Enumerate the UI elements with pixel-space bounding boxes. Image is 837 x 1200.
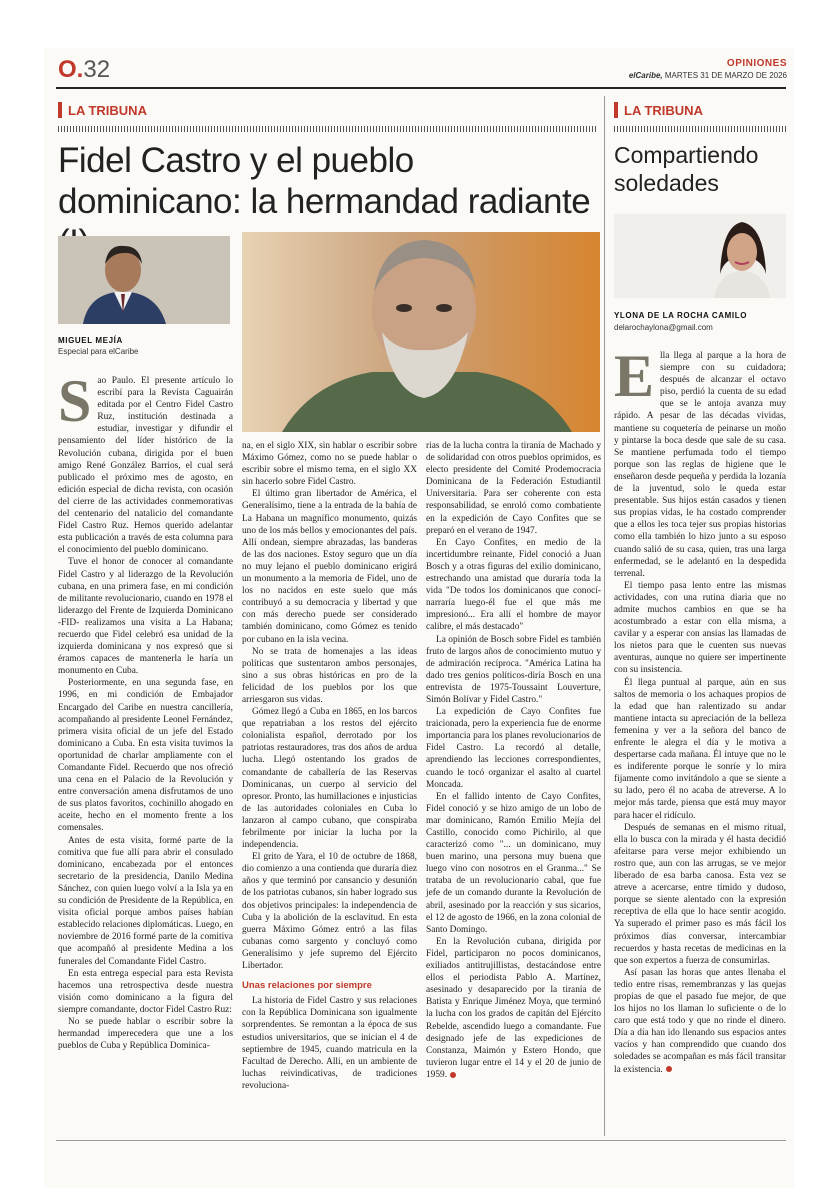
author-portrait-rocha [614, 214, 786, 298]
section-header [629, 58, 787, 80]
main-paragraph: En Cayo Confites, en medio de la incertidumbre reinante, Fidel conoció a Juan Bosch y a otras figuras del exilio dominicano, estrechando una amistad que duraría toda la vida "De todos los dominicanos que conocí-narraría luego-él fue el que más me impresionó... Era allí el hombre de mayor calibre, el más destacado" [426, 537, 601, 633]
main-paragraph: La historia de Fidel Castro y sus relaciones con la República Dominicana son igualmente sorprendentes. Se remontan a la época de sus estudios universitarios, que se inician el 4 de septiembre de 1945, cuando matricula en la Facultad de Derecho. Allí, en un ambiente de luchas reivindicativas, de tradiciones revoluciona- [242, 996, 417, 1091]
tag-bar [614, 102, 618, 118]
side-hatch-rule [614, 126, 786, 132]
page-number-value: 32 [83, 56, 111, 83]
issue-line [629, 71, 787, 80]
side-author-name: YLONA DE LA ROCHA CAMILO [614, 311, 748, 320]
main-paragraph: En el fallido intento de Cayo Confites, Fidel conoció y se hizo amigo de un lobo de mar dominicano, Ramón Emilio Mejía del Castillo, conocido como Pichirilo, al que caracterizó como "... un dominicano, muy buen marino, una persona muy buena que luego vino con nosotros en el Granma..." Se trataba de un revolucionario cabal, que fue jefe de un comando durante la Revolución de abril, asesinado por la reacción y sus sicarios, el 12 de agosto de 1966, en la zona colonial de Santo Domingo. [426, 791, 601, 935]
main-paragraph: rias de la lucha contra la tiranía de Machado y de solidaridad con otros pueblos oprimidos, es electo presidente del Comité Prodemocracia Dominicana de la Federación Estudiantil Universitaria. Para ser coherente con esta responsabilidad, se enroló como combatiente en la expedición de Cayo Confites que se preparó en el verano de 1947. [426, 441, 601, 536]
main-paragraph: Tuve el honor de conocer al comandante Fidel Castro y al liderazgo de la Revolución cubana, en una primera fase, en mi condición de militante revolucionario, cuando en 1978 el liderazgo del Frente de Izquierda Dominicano -FID- realizamos una visita a La Habana; recuerdo que Fidel celebró esa unidad de la izquierda dominicana y nos expresó que si éramos capaces de mantenerla le haría un monumento en Cuba. [58, 557, 233, 677]
main-paragraph: No se trata de homenajes a las ideas políticas que sustentaron ambos personajes, sino a sus obras históricas en pro de la felicidad de los pueblos por los que arriesgaron sus vidas. [242, 646, 417, 705]
main-column-3 [426, 440, 601, 1081]
page-prefix: O. [58, 56, 84, 83]
main-subhead: Unas relaciones por siempre [242, 980, 372, 992]
main-drop-cap: S [58, 368, 92, 434]
side-paragraph: Él llega puntual al parque, aún en sus saltos de memoria o los achaques propios de la edad que han ralentizado su andar mantiene intacta su apreciación de la belleza femenina y ver a la señora del banco de enfrente le alegra el día y le motiva a despertarse cada mañana. Él intuye que no le es indiferente porque le sonríe y lo mira fijamente como invitándolo a que se siente a su lado, pero él no acaba de atreverse. A lo mejor más tarde, piensa que está muy mayor para hacer el ridículo. [614, 677, 786, 821]
side-paragraph: Así pasan las horas que antes llenaba el tedio entre risas, remembranzas y las quejas propias de que el pasado fue mejor, de que los hijos no los llaman lo suficiente o de lo caro que está todo y que no rinde el dinero. Día a día han ido llenando sus espacios antes vacíos y han comprendido que cuando dos soledades se acompañan es más fácil transitar la existencia. [614, 967, 786, 1075]
author-portrait-mejia [58, 236, 230, 324]
column-separator [604, 96, 605, 1136]
main-hatch-rule [58, 126, 598, 132]
page-number [58, 56, 110, 84]
side-drop-cap: E [614, 343, 655, 409]
top-rule [56, 87, 786, 89]
issue-date: MARTES 31 DE MARZO DE 2026 [664, 71, 787, 80]
tag-bar [58, 102, 62, 118]
main-author-role: Especial para elCaribe [58, 347, 139, 356]
main-paragraph: na, en el siglo XIX, sin hablar o escribir sobre Máximo Gómez, como no se puede hablar o escribir sobre el mismo tema, en el siglo XX sin hacerlo sobre Fidel Castro. [242, 441, 417, 488]
side-paragraph: lla llega al parque a la hora de siempre con su cuidadora; después de alcanzar el octavo piso, perdió la cuenta de su edad que se le antoja avanza muy rápido. A pesar de las décadas vividas, mantiene su coquetería de peinarse un moño y pintarse la boca desde que sale de su casa. Se mantiene perfumada todo el tiempo porque son las reglas de higiene que le enseñaron desde pequeña y perdida la lozanía de la juventud, solo le queda estar presentable. Sus hijos están casados y tienen sus propias vidas, le ha costado comprender que a ellos les toca tejer sus propias historias como ella también lo hizo junto a su esposo cuando salió de su casa, quien, tras una larga enfermedad, se le adelantó en la despedida terrenal. [614, 351, 786, 579]
side-column-tag-label: LA TRIBUNA [624, 102, 703, 118]
fidel-portrait [242, 232, 600, 432]
side-author-email: delarochaylona@gmail.com [614, 323, 713, 332]
main-paragraph: No se puede hablar o escribir sobre la hermandad imperecedera que une a los pueblos de Cuba y República Dominica- [58, 1016, 233, 1052]
main-column-tag-label: LA TRIBUNA [68, 102, 147, 118]
main-paragraph: La opinión de Bosch sobre Fidel es también fruto de largos años de conocimiento mutuo y de admiración recíproca. "América Latina ha dado tres genios políticos-diría Bosch en una entrevista de 1975-Toussaint Louverture, Simón Bolívar y Fidel Castro." [426, 634, 601, 705]
main-paragraph: En la Revolución cubana, dirigida por Fidel, participaron no pocos dominicanos, exiliados antitrujillistas, destacándose entre ellos el periodista Pablo A. Martínez, asesinado y desaparecido por la tiranía de Batista y Enrique Jiménez Moya, que terminó la lucha con los grados de capitán del Ejército Rebelde, ascendido luego a comandante. Fue designado jefe de las expediciones de Constanza, Maimón y Estero Hondo, que tuvieron lugar entre el 14 y el 20 de junio de 1959. [426, 936, 601, 1080]
main-column-1 [58, 368, 233, 1052]
section-label: OPINIONES [726, 58, 787, 69]
main-paragraph: En esta entrega especial para esta Revista hacemos una retrospectiva desde nuestra visión como dominicano a la figura del siempre comandante, doctor Fidel Castro Ruz: [58, 968, 233, 1015]
author-photo-rocha [614, 214, 786, 298]
main-paragraph: Posteriormente, en una segunda fase, en 1996, en mi condición de Embajador Encargado del Caribe en nuestra cancillería, acompañando al presidente Leonel Fernández, primera visita oficial de un jefe del Estado dominicano a Cuba. En esta visita tuvimos la oportunidad de charlar ampliamente con el Comandante Fidel. Recuerdo que nos ofreció una cena en el Palacio de la Revolución y entre conversación amena disfrutamos de uno de sus platos favoritos, cochinillo ahogado en aceite, hecho en el momento frente a los comensales. [58, 678, 233, 834]
side-paragraph: Después de semanas en el mismo ritual, ella lo busca con la mirada y él hasta decidió afeitarse para verse mejor exhibiendo un rostro que, aun con las arrugas, se ve mejor liberado de esa barba canosa. Esta vez se atreve a acercarse, entre tímido y dudoso, porque se siente alentado con la expresión receptiva de ella que lo hace sentir acogido. Ya superado el primer paso es más fácil los próximos días conversar, intercambiar recuerdos y hasta recetas de medicinas en la que son expertos a fuerza de consumirlas. [614, 822, 786, 966]
side-paragraph: El tiempo pasa lento entre las mismas actividades, con una rutina diaria que no admite muchos cambios en que se ha acostumbrado a estar con ella misma, a cavilar y a esperar con ansias las llamadas de los nietos para que le cuenten sus nuevas aventuras, aunque no quiere ser impertinente con su insistencia. [614, 580, 786, 676]
main-column-tag [58, 100, 147, 120]
bottom-rule [56, 1140, 786, 1141]
fidel-castro-photo [242, 232, 600, 432]
main-author-name: MIGUEL MEJÍA [58, 336, 123, 345]
side-column [614, 343, 786, 1076]
main-paragraph: Antes de esta visita, formé parte de la comitiva que fue allí para abrir el consulado dominicano, encabezada por el entonces secretario de la presidencia, Danilo Medina Sánchez, con quien luego volví a la Isla ya en su condición de Presidente de la República, en visita oficial porque ambos países habían establecido relaciones diplomáticas. Luego, en noviembre de 2016 formé parte de la comitiva que acompañó al presidente Medina a los funerales del Comandante Fidel Castro. [58, 835, 233, 967]
main-paragraph: El último gran libertador de América, el Generalísimo, tiene a la entrada de la bahía de La Habana un magnífico monumento, quizás uno de los más bellos y emocionantes del país. Allí ondean, siempre abrazadas, las banderas de las dos naciones. Estoy seguro que un día no muy lejano el pueblo dominicano erigirá un monumento a la memoria de Fidel, uno de los no nacidos en este suelo que más contribuyó a su democracia y libertad y que con más derecho puede ser considerado también dominicano, como Gómez es tenido por cubano en la isla vecina. [242, 489, 417, 645]
main-paragraph: El grito de Yara, el 10 de octubre de 1868, dio comienzo a una contienda que duraría diez años y que terminó por cansancio y desunión de los patriotas cubanos, sin haber logrado sus dos objetivos principales: la independencia de Cuba y la abolición de la esclavitud. En esta guerra Máximo Gómez entró a las filas cubanas como sargento y concluyó como Generalísimo y jefe supremo del Ejército Libertador. [242, 852, 417, 972]
author-photo-mejia [58, 236, 230, 324]
main-headline: Fidel Castro y el pueblo dominicano: la hermandad radiante [58, 141, 591, 221]
main-paragraph: La expedición de Cayo Confites fue traicionada, pero la experiencia fue de enorme importancia para los planes revolucionarios de Fidel Castro. La recordó al detalle, aprendiendo las lecciones correspondientes, cuando le tocó organizar el asalto al cuartel Moncada. [426, 707, 601, 790]
end-mark-icon [666, 1066, 672, 1072]
end-mark-icon [450, 1072, 456, 1078]
side-column-tag [614, 100, 703, 120]
side-headline: Compartiendo soledades [614, 142, 759, 196]
main-paragraph: ao Paulo. El presente artículo lo escribí para la Revista Caguairán editada por el Centro Fidel Castro Ruz, institución destinada a estudiar, investigar y difundir el pensamiento del líder histórico de la Revolución cubana, dirigida por el buen amigo René González Barrios, el cual será publicado el próximo mes de agosto, en edición especial de dicha revista, con ocasión del cierre de las actividades conmemorativas del centenario del natalicio del comandante Fidel Castro Ruz. Hemos querido adelantar esta publicación a través de esta columna para el conocimiento del pueblo dominicano. [58, 376, 233, 556]
main-paragraph: Gómez llegó a Cuba en 1865, en los barcos que repatriaban a los restos del ejército colonialista español, derrotado por los patriotas restauradores, tras dos años de ardua lucha. Llegó ostentando los grados de comandante de caballería de las Reservas Dominicanas, un cuerpo al servicio del opresor. Pronto, las humillaciones e injusticias de las autoridades coloniales en Cuba lo lanzaron al campo cubano, que conspiraba febrilmente por iniciar la lucha por la independencia. [242, 707, 417, 851]
paper-name: elCaribe, [628, 71, 663, 80]
main-column-2 [242, 440, 417, 1092]
